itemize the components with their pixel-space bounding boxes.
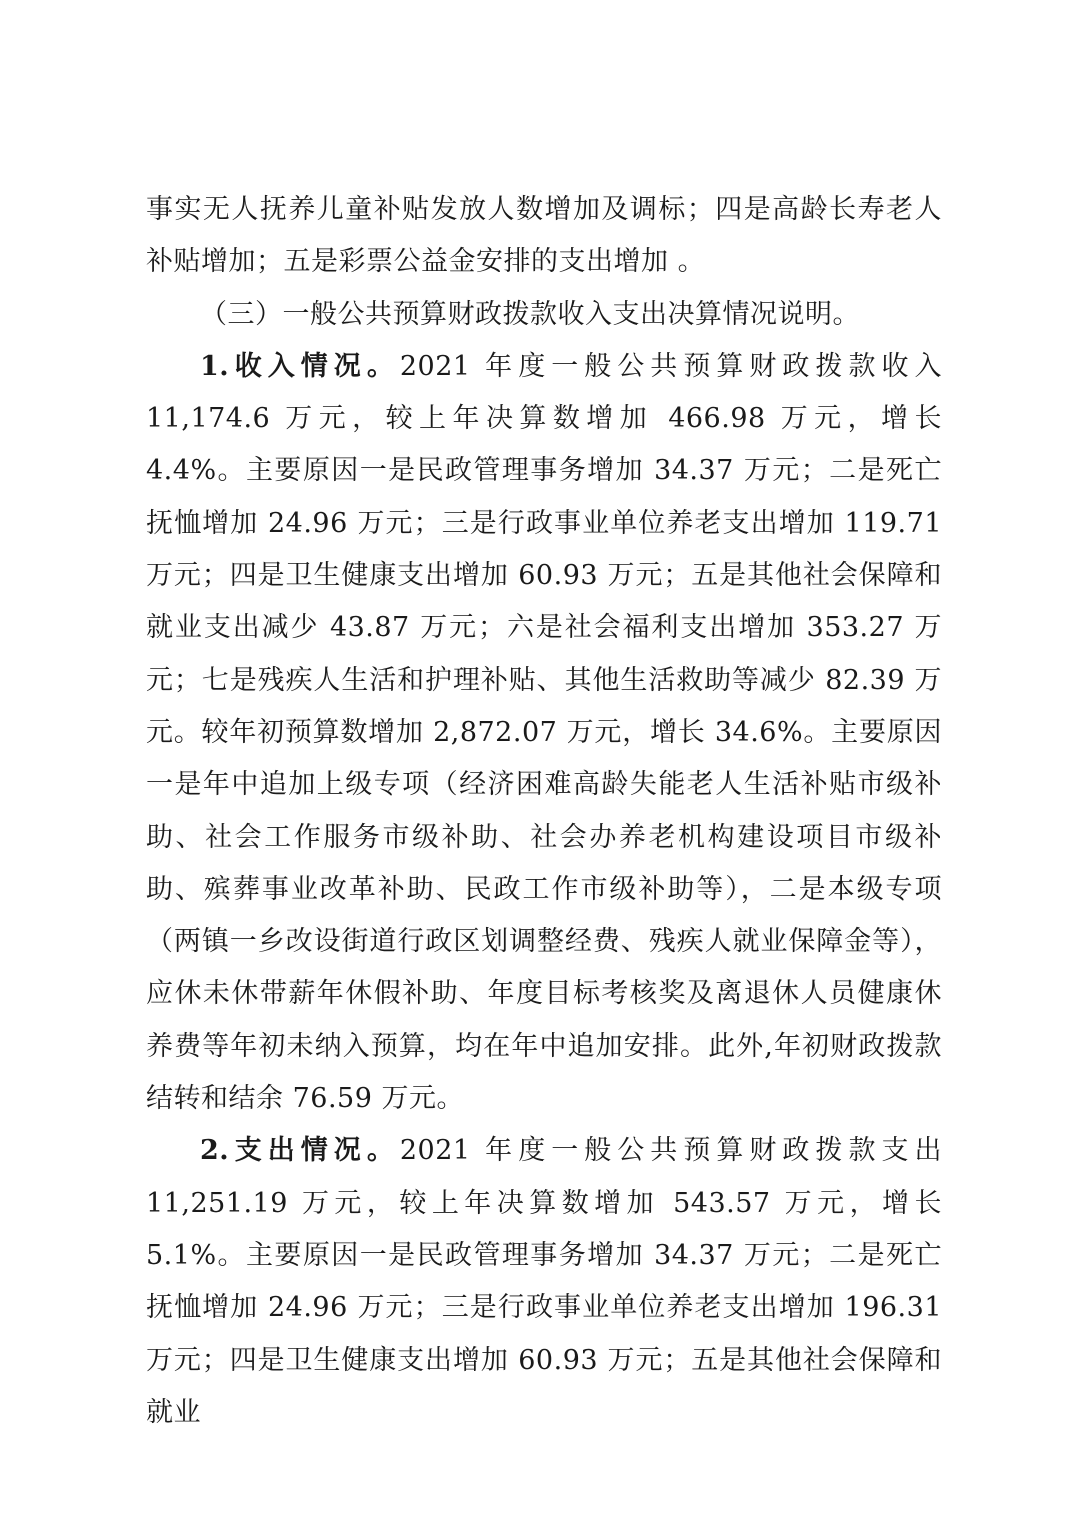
section-heading: （三）一般公共预算财政拨款收入支出决算情况说明。	[200, 298, 860, 330]
expenditure-heading: 2.支出情况。	[200, 1135, 400, 1167]
income-text: 2021 年度一般公共预算财政拨款收入 11,174.6 万元，较上年决算数增加 466.98 万元，增长 4.4%。主要原因一是民政管理事务增加 34.37 万元；二是死亡抚恤增加 24.96 万元；三是行政事业单位养老支出增加 119.71 万元；四是卫生健康支出增加 60.93 万元；五是其他社会保障和就业支出减少 43.87 万元；六是社会福利支出增加 353.27 万元；七是残疾人生活和护理补贴、其他生活救助等减少 82.39 万元。较年初预算数增加 2,872.07 万元，增长 34.6%。主要原因一是年中追加上级专项（经济困难高龄失能老人生活补贴市级补助、社会工作服务市级补助、社会办养老机构建设项目市级补助、殡葬事业改革补助、民政工作市级补助等），二是本级专项（两镇一乡改设街道行政区划调整经费、残疾人就业保障金等），应休未休带薪年休假补助、年度目标考核奖及离退休人员健康休养费等年初未纳入预算，均在年中追加安排。此外,年初财政拨款结转和结余 76.59 万元。	[146, 350, 942, 1115]
income-heading: 1.收入情况。	[200, 350, 400, 382]
paragraph-expenditure	[146, 1125, 942, 1439]
body-text	[146, 184, 942, 1439]
paragraph-income	[146, 341, 942, 1125]
expenditure-text: 2021 年度一般公共预算财政拨款支出 11,251.19 万元，较上年决算数增加 543.57 万元，增长 5.1%。主要原因一是民政管理事务增加 34.37 万元；二是死亡抚恤增加 24.96 万元；三是行政事业单位养老支出增加 196.31 万元；四是卫生健康支出增加 60.93 万元；五是其他社会保障和就业	[146, 1135, 942, 1428]
paragraph-continuation: 事实无人抚养儿童补贴发放人数增加及调标；四是高龄长寿老人补贴增加；五是彩票公益金安排的支出增加 。	[146, 194, 942, 278]
